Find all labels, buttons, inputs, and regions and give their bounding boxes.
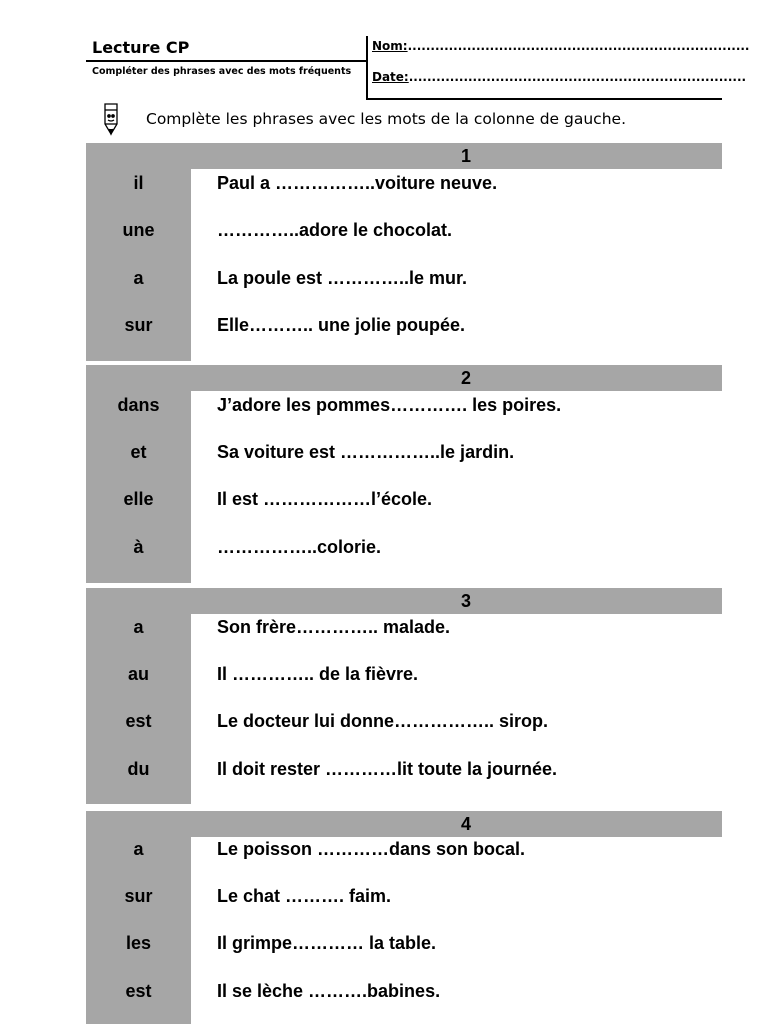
sentence-item: Il grimpe………… la table. xyxy=(217,933,437,953)
sentence-item: Sa voiture est ……………..le jardin. xyxy=(217,442,515,462)
sentence-item: Son frère………….. malade. xyxy=(217,617,451,637)
section-number: 2 xyxy=(460,368,471,388)
exercise-section-3 xyxy=(86,588,722,806)
sentence-item: J’adore les pommes…………. les poires. xyxy=(217,395,562,415)
date-dots: .......................................................................... xyxy=(408,70,747,84)
word-item: sur xyxy=(124,886,153,906)
word-item: il xyxy=(133,173,144,193)
sentence-item: Il ………….. de la fièvre. xyxy=(217,664,419,684)
section-number: 1 xyxy=(460,146,471,166)
exercise-section-4 xyxy=(86,811,722,1024)
sentence-item: Elle……….. une jolie poupée. xyxy=(217,315,466,335)
date-field[interactable] xyxy=(372,70,746,84)
word-item: est xyxy=(125,711,152,731)
header-divider-left xyxy=(86,60,366,62)
word-item: une xyxy=(122,220,155,240)
nom-field[interactable] xyxy=(372,39,750,53)
sentence-item: Il se lèche ……….babines. xyxy=(217,981,441,1001)
nom-label: Nom: xyxy=(372,39,408,53)
sentence-item: Paul a ……………..voiture neuve. xyxy=(217,173,498,193)
instruction-text: Complète les phrases avec les mots de la colonne de gauche. xyxy=(146,110,626,128)
nom-dots: ........................................................................... xyxy=(407,39,750,53)
word-item: elle xyxy=(123,489,154,509)
pencil-icon xyxy=(98,102,124,136)
word-item: a xyxy=(133,617,144,637)
sentence-item: La poule est …………..le mur. xyxy=(217,268,468,288)
sentence-item: Il est ………………l’école. xyxy=(217,489,433,509)
sentence-item: …………..adore le chocolat. xyxy=(217,220,453,240)
word-item: a xyxy=(133,268,144,288)
sentence-item: Le chat ………. faim. xyxy=(217,886,392,906)
sentence-item: Le poisson …………dans son bocal. xyxy=(217,839,526,859)
header-divider-vertical xyxy=(366,36,368,100)
worksheet-subtitle: Compléter des phrases avec des mots fréquents xyxy=(92,66,352,77)
worksheet-header xyxy=(86,36,750,100)
word-item: du xyxy=(127,759,150,779)
exercise-section-1 xyxy=(86,143,722,361)
exercise-section-2 xyxy=(86,365,722,583)
section-number: 4 xyxy=(460,814,471,834)
instruction-row xyxy=(96,100,736,140)
sentence-item: Le docteur lui donne…………….. sirop. xyxy=(217,711,549,731)
sentence-item: Il doit rester …………lit toute la journée. xyxy=(217,759,558,779)
word-item: dans xyxy=(117,395,160,415)
date-label: Date: xyxy=(372,70,409,84)
word-item: les xyxy=(125,933,152,953)
word-item: à xyxy=(133,537,144,557)
word-item: sur xyxy=(124,315,153,335)
word-item: au xyxy=(127,664,149,684)
worksheet-title: Lecture CP xyxy=(92,38,190,57)
section-number: 3 xyxy=(460,591,471,611)
sentence-item: ……………..colorie. xyxy=(217,537,382,557)
word-item: et xyxy=(130,442,147,462)
word-item: a xyxy=(133,839,144,859)
word-item: est xyxy=(125,981,152,1001)
